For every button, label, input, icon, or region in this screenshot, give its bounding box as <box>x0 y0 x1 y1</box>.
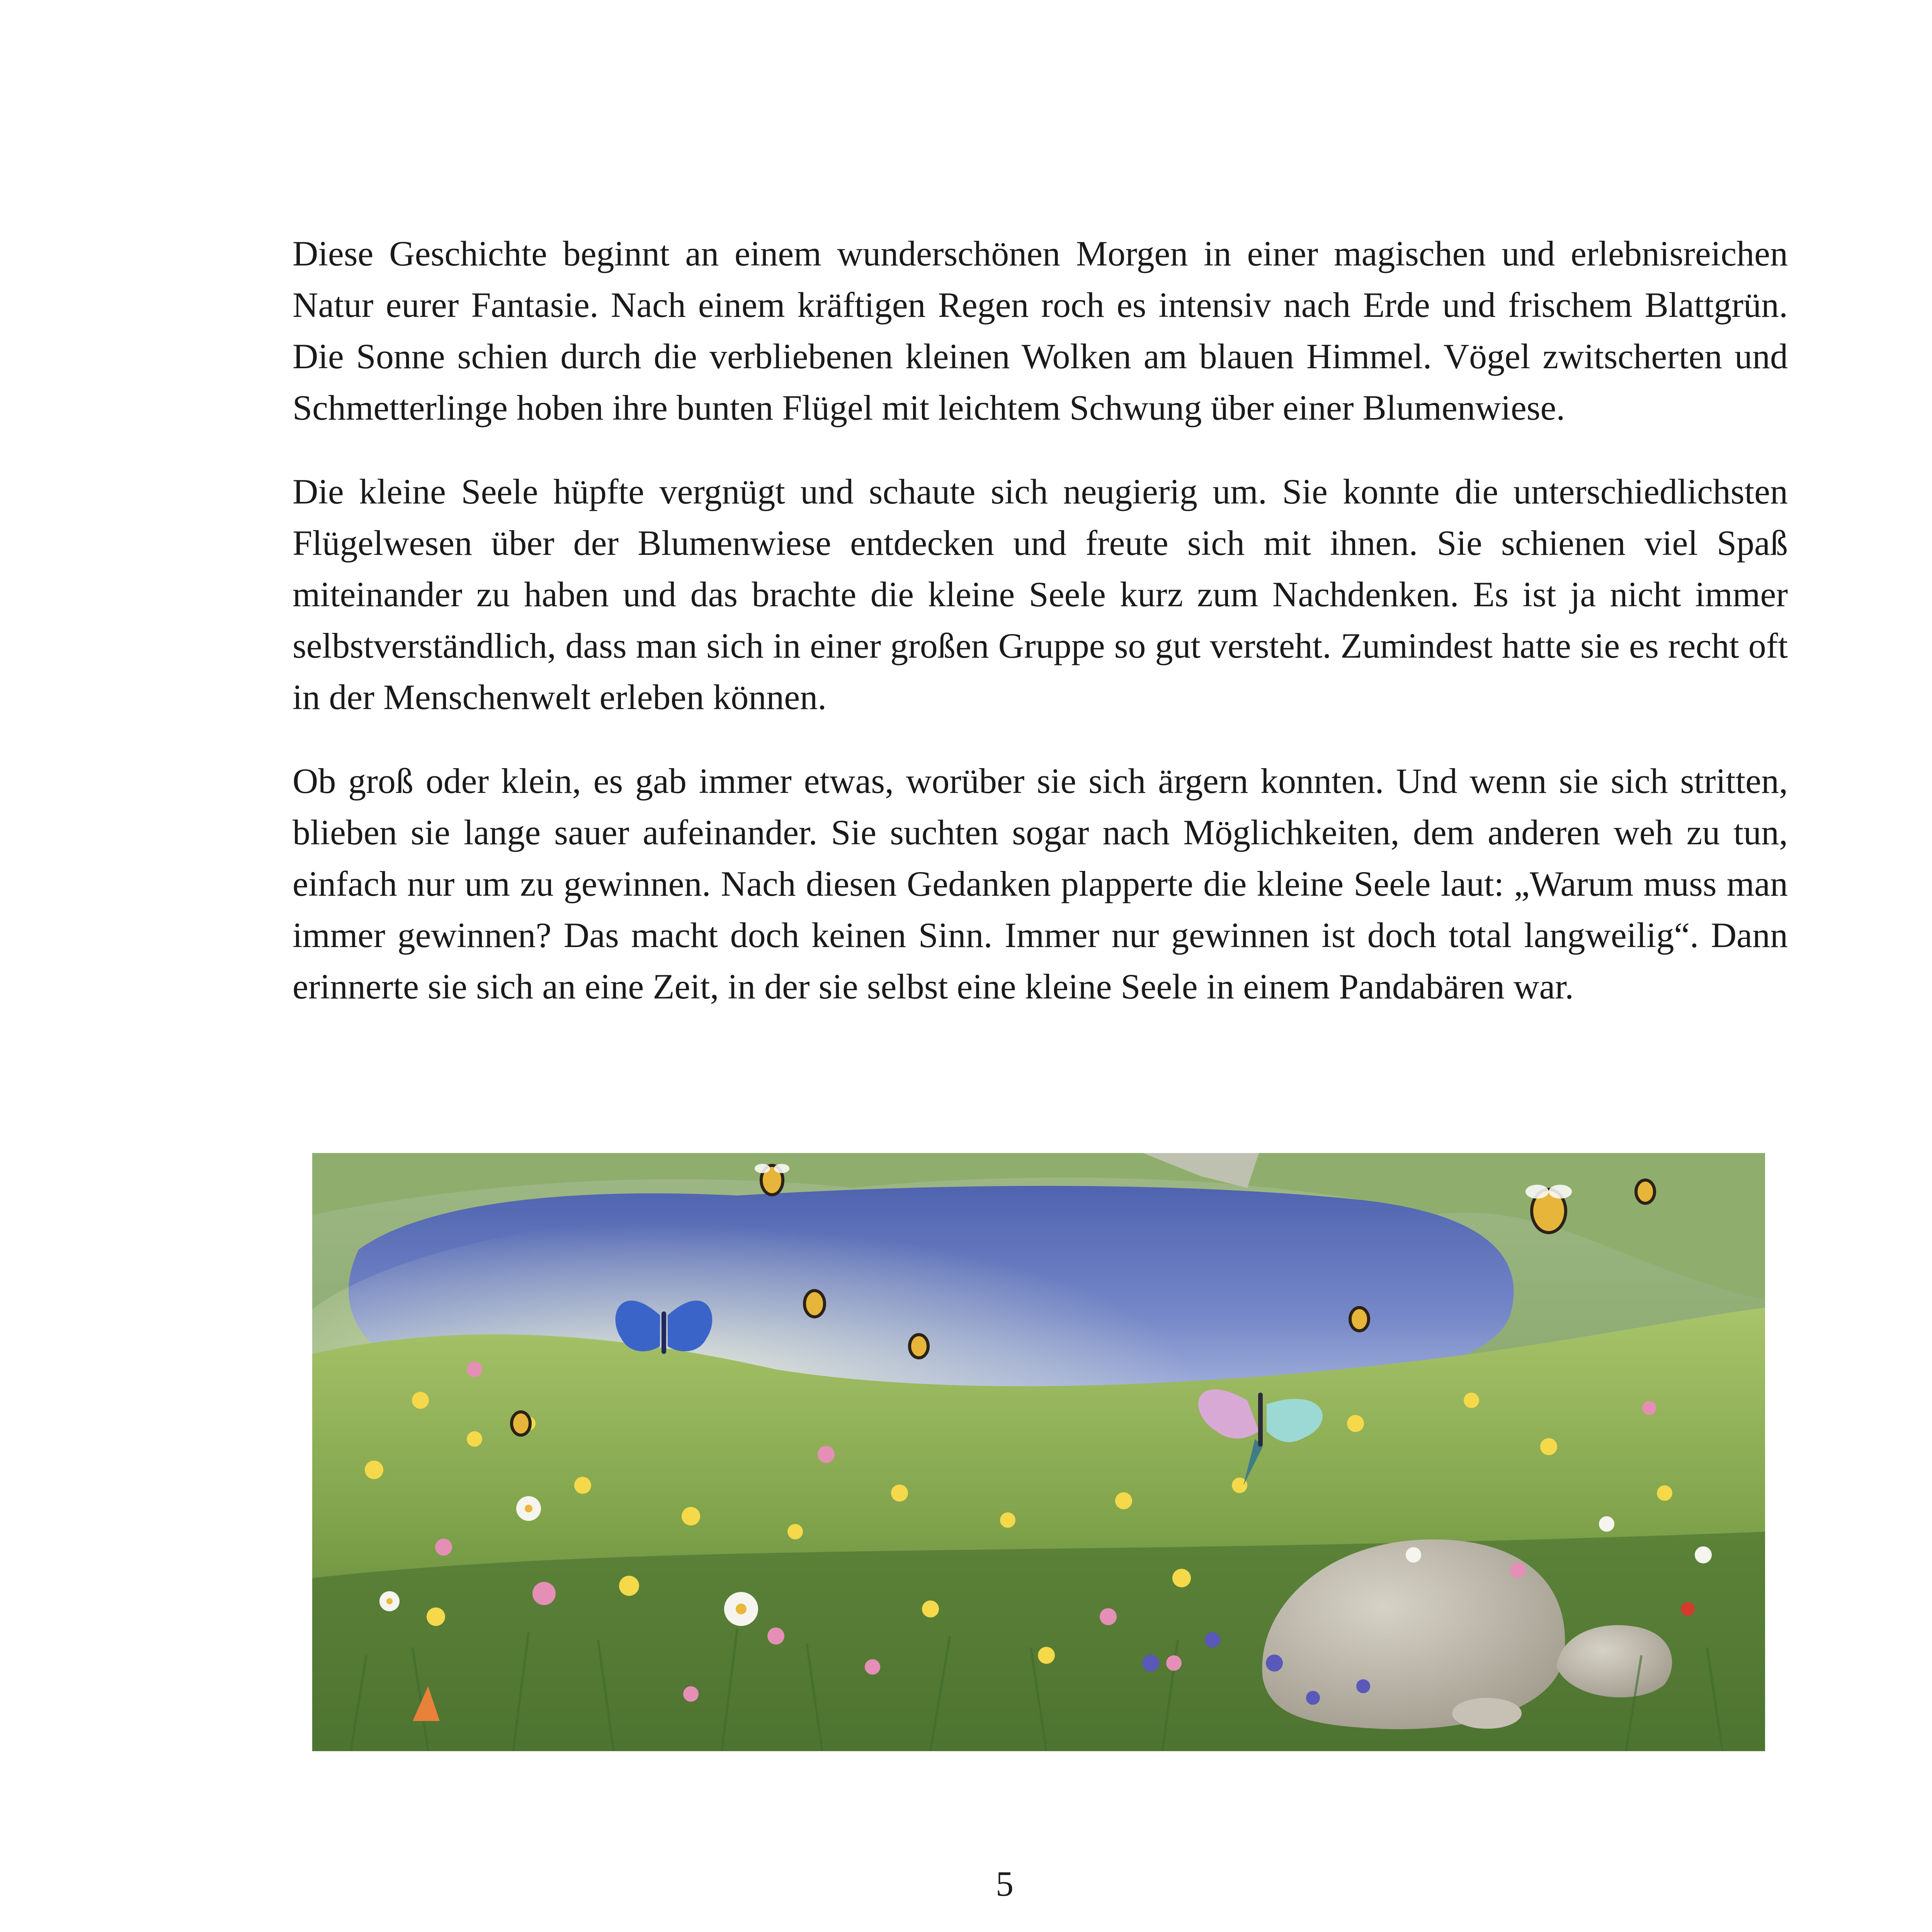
page-number: 5 <box>996 1864 1014 1903</box>
paragraph-1: Diese Geschichte beginnt an einem wunderschönen Morgen in einer magischen und erlebnisreichen Natur eurer Fantasie. Nach einem kräftigen Regen roch es intensiv nach Erde und frischem Blattgrün. Die Sonne schien durch die verbliebenen kleinen Wolken am blauen Himmel. Vögel zwitscherten und Schmetterlinge hoben ihre bunten Flügel mit leichtem Schwung über einer Blumenwiese. <box>293 234 1788 427</box>
paragraph-2: Die kleine Seele hüpfte vergnügt und schaute sich neugierig um. Sie konnte die unterschiedlichsten Flügelwesen über der Blumenwiese entdecken und freute sich mit ihnen. Sie schienen viel Spaß miteinander zu haben und das brachte die kleine Seele kurz zum Nachdenken. Es ist ja nicht immer selbstverständlich, dass man sich in einer großen Gruppe so gut versteht. Zumindest hatte sie es recht oft in der Menschenwelt erleben können. <box>293 472 1788 717</box>
meadow-illustration <box>312 1153 1765 1751</box>
story-text <box>293 228 1788 1045</box>
paragraph-3: Ob groß oder klein, es gab immer etwas, worüber sie sich ärgern konnten. Und wenn sie sich stritten, blieben sie lange sauer aufeinander. Sie suchten sogar nach Möglichkeiten, dem anderen weh zu tun, einfach nur um zu gewinnen. Nach diesen Gedanken plapperte die kleine Seele laut: „Warum muss man immer gewinnen? Das macht doch keinen Sinn. Immer nur gewinnen ist doch total langweilig“. Dann erinnerte sie sich an eine Zeit, in der sie selbst eine kleine Seele in einem Pandabären war. <box>293 761 1788 1006</box>
